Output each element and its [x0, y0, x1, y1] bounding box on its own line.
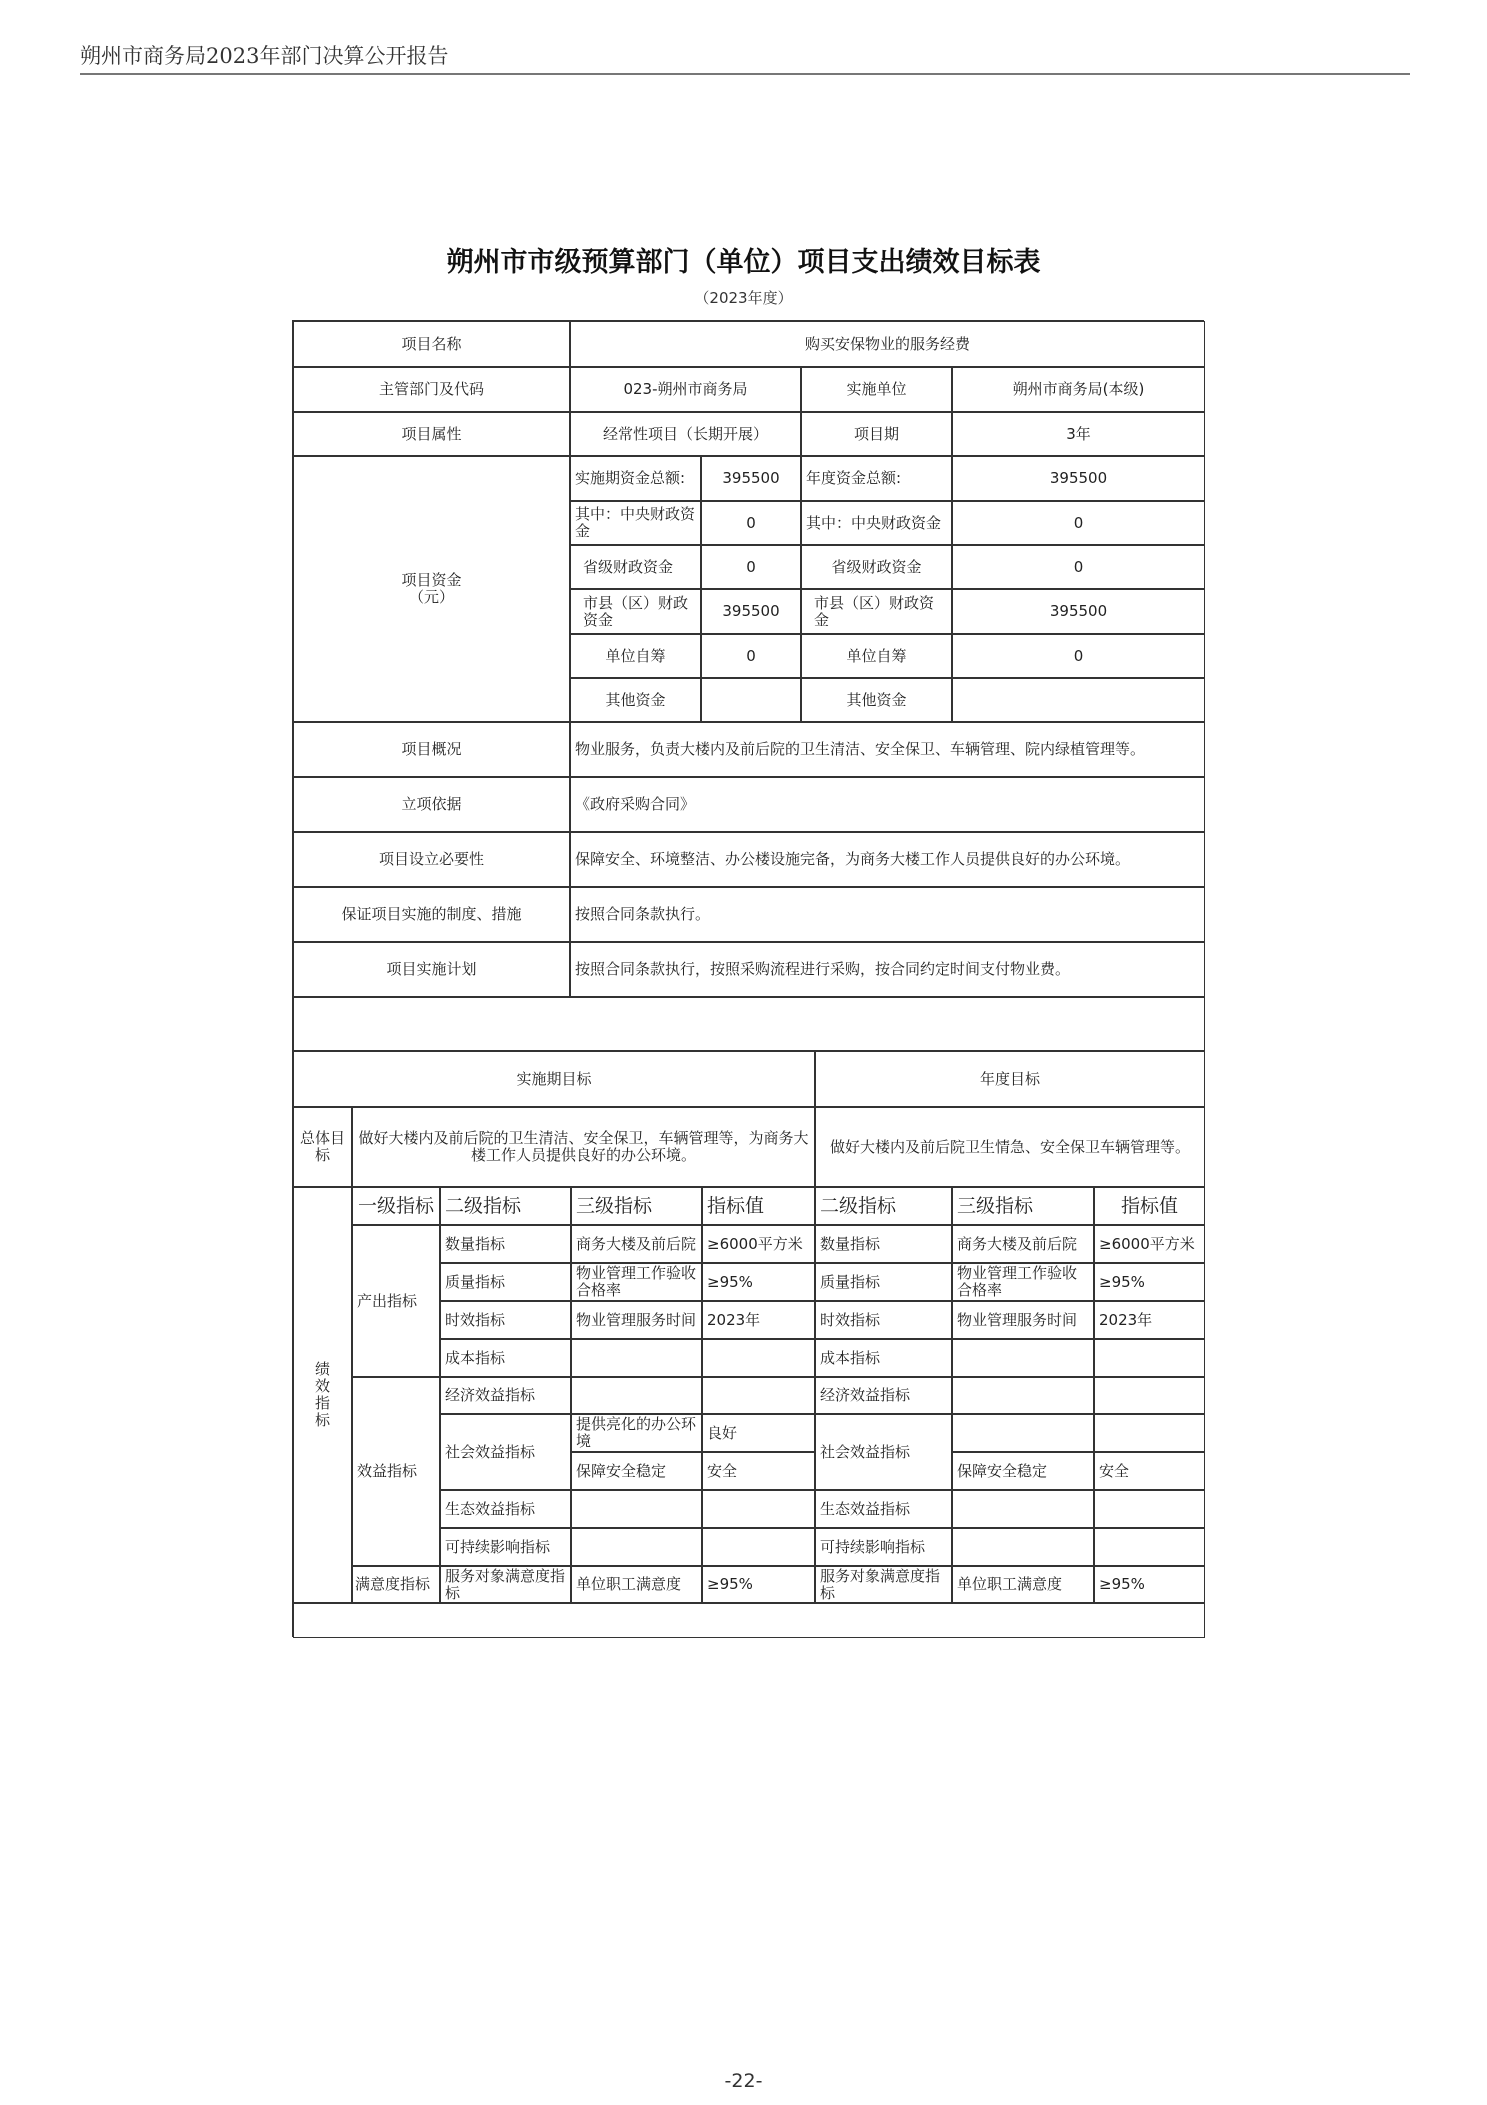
- overview-value: 物业服务，负责大楼内及前后院的卫生清洁、安全保卫、车辆管理、院内绿植管理等。: [570, 722, 1205, 777]
- indicator-row: [702, 1377, 815, 1414]
- indicator-row: ≥95%: [702, 1566, 815, 1603]
- indicator-row: 可持续影响指标: [815, 1528, 952, 1566]
- indicator-row: 经济效益指标: [440, 1377, 571, 1414]
- indicator-row: 生态效益指标: [440, 1490, 571, 1528]
- perf-header-level3-year: 三级指标: [952, 1187, 1094, 1225]
- indicator-row: 物业管理工作验收合格率: [571, 1263, 702, 1301]
- indicator-row: [571, 1377, 702, 1414]
- indicator-row: 提供亮化的办公环境: [571, 1414, 702, 1452]
- indicator-row: 物业管理工作验收合格率: [952, 1263, 1094, 1301]
- indicator-row: 保障安全稳定: [952, 1452, 1094, 1490]
- indicator-row: 质量指标: [440, 1263, 571, 1301]
- indicator-row: 商务大楼及前后院: [571, 1225, 702, 1263]
- funds-year-self-label: 单位自筹: [801, 634, 952, 678]
- funds-total-value: 395500: [701, 456, 801, 501]
- funds-central-label: 其中：中央财政资金: [570, 501, 701, 545]
- indicator-row: 物业管理服务时间: [952, 1301, 1094, 1339]
- indicator-row: 可持续影响指标: [440, 1528, 571, 1566]
- indicator-row: ≥95%: [702, 1263, 815, 1301]
- indicator-row: [1094, 1490, 1205, 1528]
- period-label: 项目期: [801, 412, 952, 456]
- funds-year-province-label: 省级财政资金: [801, 545, 952, 589]
- indicator-row: 单位职工满意度: [571, 1566, 702, 1603]
- impl-unit-value: 朔州市商务局(本级): [952, 367, 1205, 412]
- header-divider: [80, 73, 1410, 75]
- funds-other-label: 其他资金: [570, 678, 701, 722]
- funds-total-label: 实施期资金总额:: [570, 456, 701, 501]
- group-benefit: 效益指标: [352, 1377, 440, 1566]
- funds-province-label: 省级财政资金: [570, 545, 701, 589]
- perf-header-level1: 一级指标: [352, 1187, 440, 1225]
- group-satisfaction: 满意度指标: [352, 1566, 440, 1603]
- table-subtitle: （2023年度）: [694, 289, 793, 307]
- indicator-row: 安全: [1094, 1452, 1205, 1490]
- blank-row: [293, 997, 1205, 1051]
- indicator-row: ≥6000平方米: [702, 1225, 815, 1263]
- dept-value: 023-朔州市商务局: [570, 367, 801, 412]
- funds-city-label: 市县（区）财政资金: [570, 589, 701, 634]
- perf-label: 绩效指标: [293, 1187, 352, 1603]
- indicator-row: 保障安全稳定: [571, 1452, 702, 1490]
- funds-self-label: 单位自筹: [570, 634, 701, 678]
- funds-year-city-label: 市县（区）财政资金: [801, 589, 952, 634]
- perf-header-value-year: 指标值: [1094, 1187, 1205, 1225]
- indicator-row: [571, 1339, 702, 1377]
- year-goal-header: 年度目标: [815, 1051, 1205, 1107]
- indicator-row: [952, 1414, 1094, 1452]
- indicator-row: 数量指标: [440, 1225, 571, 1263]
- report-header: 朔州市商务局2023年部门决算公开报告: [80, 44, 449, 68]
- indicator-row: [702, 1490, 815, 1528]
- attr-value: 经常性项目（长期开展）: [570, 412, 801, 456]
- indicator-row: [952, 1377, 1094, 1414]
- year-overall-goal: 做好大楼内及前后院卫生情急、安全保卫车辆管理等。: [815, 1107, 1205, 1187]
- perf-header-level3-impl: 三级指标: [571, 1187, 702, 1225]
- indicator-row: 物业管理服务时间: [571, 1301, 702, 1339]
- indicator-row: [702, 1528, 815, 1566]
- funds-year-self-value: 0: [952, 634, 1205, 678]
- indicator-row: [1094, 1339, 1205, 1377]
- overview-label: 项目概况: [293, 722, 570, 777]
- overall-goal-label: 总体目标: [293, 1107, 352, 1187]
- funds-year-total-value: 395500: [952, 456, 1205, 501]
- dept-label: 主管部门及代码: [293, 367, 570, 412]
- indicator-row: 时效指标: [440, 1301, 571, 1339]
- indicator-row: 经济效益指标: [815, 1377, 952, 1414]
- project-name-value: 购买安保物业的服务经费: [570, 321, 1205, 367]
- impl-goal-header: 实施期目标: [293, 1051, 815, 1107]
- indicator-row: 2023年: [702, 1301, 815, 1339]
- indicator-row: 时效指标: [815, 1301, 952, 1339]
- funds-year-central-value: 0: [952, 501, 1205, 545]
- indicator-row: [952, 1339, 1094, 1377]
- indicator-row: 生态效益指标: [815, 1490, 952, 1528]
- funds-year-province-value: 0: [952, 545, 1205, 589]
- impl-unit-label: 实施单位: [801, 367, 952, 412]
- indicator-row: 成本指标: [440, 1339, 571, 1377]
- indicator-row: [1094, 1377, 1205, 1414]
- perf-header-level2-year: 二级指标: [815, 1187, 952, 1225]
- funds-self-value: 0: [701, 634, 801, 678]
- funds-year-other-value: [952, 678, 1205, 722]
- indicator-row: ≥6000平方米: [1094, 1225, 1205, 1263]
- performance-table: [292, 320, 1204, 1637]
- funds-year-total-label: 年度资金总额:: [801, 456, 952, 501]
- basis-label: 立项依据: [293, 777, 570, 832]
- necessity-label: 项目设立必要性: [293, 832, 570, 887]
- measures-label: 保证项目实施的制度、措施: [293, 887, 570, 942]
- funds-province-value: 0: [701, 545, 801, 589]
- indicator-row: 数量指标: [815, 1225, 952, 1263]
- funds-year-city-value: 395500: [952, 589, 1205, 634]
- indicator-row: 成本指标: [815, 1339, 952, 1377]
- plan-label: 项目实施计划: [293, 942, 570, 997]
- funds-year-central-label: 其中：中央财政资金: [801, 501, 952, 545]
- funds-label: 项目资金 （元）: [293, 456, 570, 722]
- indicator-row: [571, 1490, 702, 1528]
- indicator-row: [1094, 1528, 1205, 1566]
- funds-year-other-label: 其他资金: [801, 678, 952, 722]
- indicator-row: ≥95%: [1094, 1263, 1205, 1301]
- page-number: -22-: [724, 2070, 763, 2092]
- basis-value: 《政府采购合同》: [570, 777, 1205, 832]
- project-name-label: 项目名称: [293, 321, 570, 367]
- indicator-row: 单位职工满意度: [952, 1566, 1094, 1603]
- measures-value: 按照合同条款执行。: [570, 887, 1205, 942]
- attr-label: 项目属性: [293, 412, 570, 456]
- indicator-row: [952, 1490, 1094, 1528]
- indicator-row: 商务大楼及前后院: [952, 1225, 1094, 1263]
- indicator-row: 服务对象满意度指标: [815, 1566, 952, 1603]
- blank-footer-row: [293, 1603, 1205, 1638]
- funds-city-value: 395500: [701, 589, 801, 634]
- group-output: 产出指标: [352, 1225, 440, 1377]
- plan-value: 按照合同条款执行，按照采购流程进行采购，按合同约定时间支付物业费。: [570, 942, 1205, 997]
- indicator-row: 2023年: [1094, 1301, 1205, 1339]
- indicator-row: 质量指标: [815, 1263, 952, 1301]
- indicator-row: [952, 1528, 1094, 1566]
- indicator-row: 良好: [702, 1414, 815, 1452]
- funds-central-value: 0: [701, 501, 801, 545]
- perf-header-level2-impl: 二级指标: [440, 1187, 571, 1225]
- indicator-row: [702, 1339, 815, 1377]
- indicator-social-year: 社会效益指标: [815, 1414, 952, 1490]
- indicator-row: ≥95%: [1094, 1566, 1205, 1603]
- table-title: 朔州市市级预算部门（单位）项目支出绩效目标表: [446, 247, 1041, 278]
- indicator-row: [1094, 1414, 1205, 1452]
- indicator-social-impl: 社会效益指标: [440, 1414, 571, 1490]
- indicator-row: 安全: [702, 1452, 815, 1490]
- necessity-value: 保障安全、环境整洁、办公楼设施完备，为商务大楼工作人员提供良好的办公环境。: [570, 832, 1205, 887]
- period-value: 3年: [952, 412, 1205, 456]
- indicator-row: 服务对象满意度指标: [440, 1566, 571, 1603]
- funds-other-value: [701, 678, 801, 722]
- indicator-row: [571, 1528, 702, 1566]
- impl-overall-goal: 做好大楼内及前后院的卫生清洁、安全保卫，车辆管理等，为商务大楼工作人员提供良好的办公环境。: [352, 1107, 815, 1187]
- perf-header-value-impl: 指标值: [702, 1187, 815, 1225]
